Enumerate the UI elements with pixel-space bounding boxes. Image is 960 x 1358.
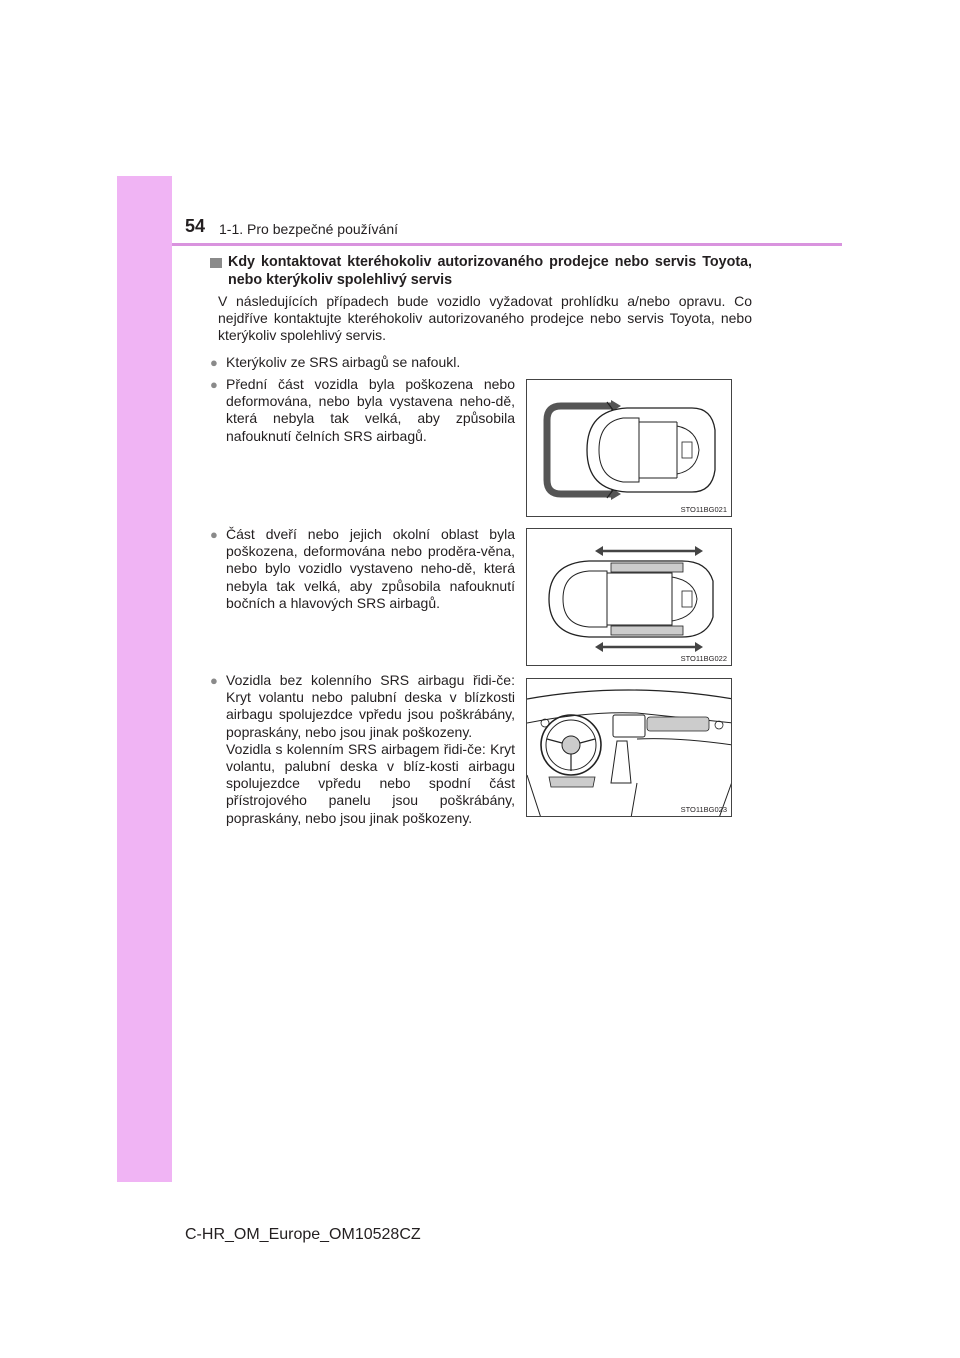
list-item-text: Vozidla bez kolenního SRS airbagu řidi-če: Kryt volantu nebo palubní deska v blízkosti airbagu spolujezdce vpředu jsou poškrábány, popraskány, nebo jsou jinak poškozeny.: [226, 672, 515, 740]
car-top-view-sides-illustration: [527, 529, 732, 666]
header-rule: [172, 243, 842, 246]
figure-code: STO11BG022: [680, 654, 727, 663]
list-item: [210, 672, 515, 827]
section-title: 1-1. Pro bezpečné používání: [219, 221, 399, 237]
intro-paragraph: V následujících případech bude vozidlo vyžadovat prohlídku a/nebo opravu. Co nejdříve kontaktujte kteréhokoliv autorizovaného prodejce nebo servis Toyota, nebo kterýkoliv spolehlivý servis.: [218, 293, 752, 344]
document-code-footer: C-HR_OM_Europe_OM10528CZ: [185, 1226, 421, 1243]
circle-bullet-icon: ●: [210, 673, 218, 688]
list-item: [210, 354, 752, 371]
main-content: [210, 254, 752, 371]
figure-code: STO11BG023: [680, 805, 727, 814]
subsection-heading: [210, 254, 752, 289]
square-bullet-icon: [210, 258, 222, 268]
list-item-text-2: Vozidla s kolenním SRS airbagem řidi-če: Kryt volantu, palubní deska v blíz-kosti airbagu spolujezdce vpředu nebo spodní část přístrojového panelu jsou poškrábány, popraskány, nebo jsou jinak poškozeny.: [226, 740, 515, 826]
figure-front-damage: [526, 379, 732, 517]
heading-text: Kdy kontaktovat kteréhokoliv autorizovaného prodejce nebo servis Toyota, nebo kterýkoliv spolehlivý servis: [228, 254, 752, 288]
circle-bullet-icon: ●: [210, 354, 218, 370]
list-item: [210, 526, 515, 612]
car-top-view-front-illustration: [527, 380, 732, 517]
list-item-text: Přední část vozidla byla poškozena nebo deformována, nebo byla vystavena neho-dě, která nebyla tak velká, aby způsobila nafouknutí čelních SRS airbagů.: [226, 376, 515, 444]
figure-side-damage: [526, 528, 732, 666]
chapter-side-tab: [117, 176, 172, 1182]
figure-dashboard-damage: [526, 678, 732, 817]
circle-bullet-icon: ●: [210, 377, 218, 392]
dashboard-illustration: [527, 679, 732, 817]
list-item-text: Kterýkoliv ze SRS airbagů se nafoukl.: [226, 353, 461, 370]
circle-bullet-icon: ●: [210, 527, 218, 542]
figure-code: STO11BG021: [680, 505, 727, 514]
list-item-text: Část dveří nebo jejich okolní oblast byla poškozena, deformována nebo proděra-věna, nebo bylo vozidlo vystaveno neho-dě, která nebyla tak velká, aby způsobila nafouknutí bočních a hlavových SRS airbagů.: [226, 526, 515, 611]
page-number: 54: [185, 216, 206, 236]
list-item: [210, 376, 515, 445]
